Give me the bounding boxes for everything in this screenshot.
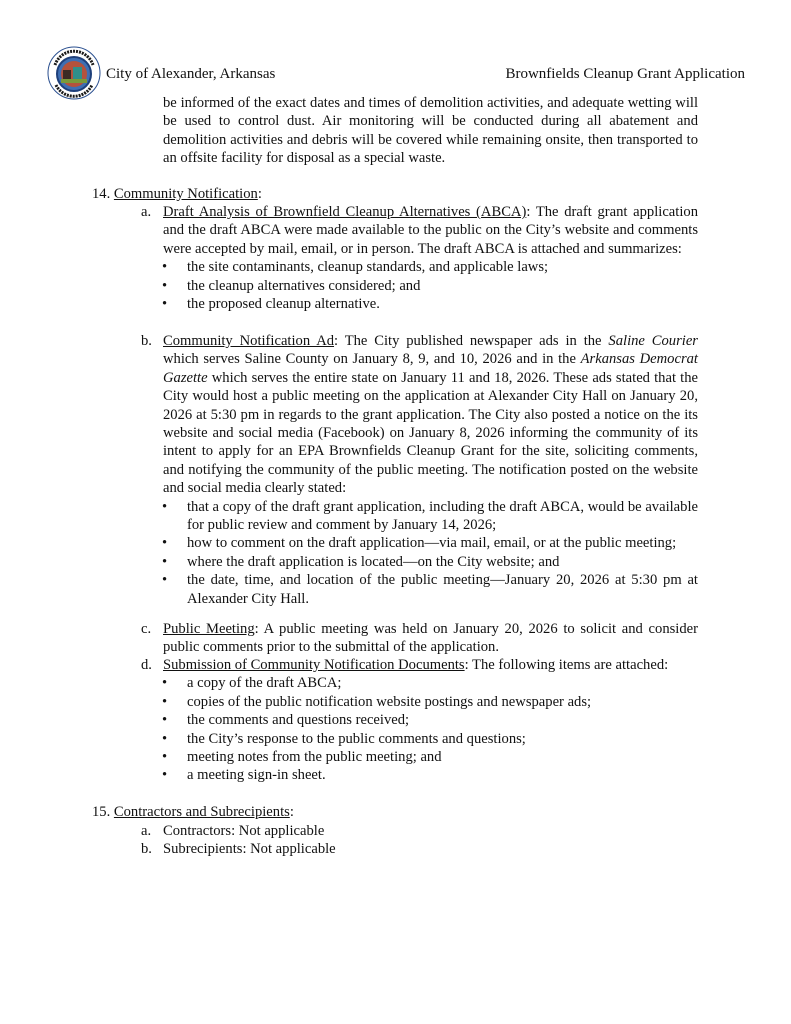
list-item-text: the proposed cleanup alternative. xyxy=(187,296,380,313)
list-item-text: the comments and questions received; xyxy=(187,712,410,729)
bullet-icon: • xyxy=(162,749,168,766)
bullet-icon: • xyxy=(162,535,168,552)
bullet-icon: • xyxy=(162,498,168,515)
bullet-icon: • xyxy=(162,553,168,570)
subsection-text xyxy=(163,203,698,258)
subsection-15a xyxy=(141,822,698,840)
newspaper-name: Saline Courier xyxy=(608,333,698,349)
list-item-text: the cleanup alternatives considered; and xyxy=(187,277,421,294)
list-item xyxy=(141,674,698,692)
list-item xyxy=(141,766,698,784)
list-item xyxy=(141,571,698,608)
colon: : xyxy=(257,186,262,202)
subsection-text xyxy=(163,332,698,498)
newspaper-name: Arkansas Democrat Gazette xyxy=(163,351,698,386)
subsection-body: : The City published newspaper ads in the xyxy=(334,333,609,349)
section-15-heading xyxy=(92,803,294,821)
subsection-body: : The draft grant application and the draft ABCA were made available to the public on the City’s website and comments were accepted by mail, email, or in person. The draft ABCA is attached and summarizes: xyxy=(163,204,698,257)
subsection-text: Subrecipients: Not applicable xyxy=(163,841,336,857)
bullet-icon: • xyxy=(162,712,168,729)
subsection-label: a. xyxy=(141,204,152,220)
continuation-paragraph: be informed of the exact dates and times of demolition activities, and adequate wetting will be used to control dust. Air monitoring will be conducted during all abatement and demolition activities and debris will be covered while remaining onsite, then transported to an offsite facility for disposal as a special waste. xyxy=(163,95,698,167)
header-document-title: Brownfields Cleanup Grant Application xyxy=(505,66,745,82)
subsection-body: : The following items are attached: xyxy=(464,657,669,673)
list-item-text: where the draft application is located—on the City website; and xyxy=(187,553,560,570)
list-item xyxy=(141,730,698,748)
list-item-text: the site contaminants, cleanup standards, and applicable laws; xyxy=(187,259,549,276)
list-item xyxy=(141,258,698,276)
subsection-label: b. xyxy=(141,841,152,857)
section-title: Community Notification xyxy=(113,186,258,202)
subsection-text: Contractors: Not applicable xyxy=(163,823,325,839)
bullet-icon: • xyxy=(162,767,168,784)
subsection-label: d. xyxy=(141,657,152,673)
list-item-text: meeting notes from the public meeting; and xyxy=(187,749,442,766)
list-item-text: how to comment on the draft application—via mail, email, or at the public meeting; xyxy=(187,535,677,552)
subsection-title: Community Notification Ad xyxy=(163,333,335,349)
bullet-list xyxy=(141,258,698,313)
subsection-title: Draft Analysis of Brownfield Cleanup Alternatives (ABCA) xyxy=(163,204,527,220)
list-item xyxy=(141,498,698,535)
list-item-text: copies of the public notification website postings and newspaper ads; xyxy=(187,693,592,710)
list-item-text: a meeting sign-in sheet. xyxy=(187,767,326,784)
subsection-title: Public Meeting xyxy=(163,621,255,637)
subsection-body: : A public meeting was held on January 20, 2026 to solicit and consider public comments prior to the submittal of the application. xyxy=(163,621,698,656)
subsection-body: which serves the entire state on January 11 and 18, 2026. These ads stated that the City would host a public meeting on the application at Alexander City Hall on January 20, 2026 at 5:30 pm in regards to the grant application. The City also posted a notice on the its website and social media (Facebook) on January 8, 2026 informing the community of its intent to apply for an EPA Brownfields Cleanup Grant for the site, soliciting comments, and notifying the community of the public meeting. The notification posted on the website and social media clearly stated: xyxy=(163,369,698,497)
bullet-icon: • xyxy=(162,277,168,294)
subsection-text xyxy=(163,620,698,657)
list-item xyxy=(141,553,698,571)
section-title: Contractors and Subrecipients xyxy=(113,804,290,820)
bullet-list xyxy=(141,674,698,784)
bullet-icon: • xyxy=(162,675,168,692)
subsection-label: a. xyxy=(141,823,152,839)
bullet-icon: • xyxy=(162,693,168,710)
subsection-14a xyxy=(141,203,698,313)
list-item xyxy=(141,693,698,711)
list-item xyxy=(141,534,698,552)
section-number: 15. xyxy=(92,804,111,820)
colon: : xyxy=(289,804,294,820)
subsection-body: which serves Saline County on January 8, 9, and 10, 2026 and in the xyxy=(163,351,581,368)
bullet-icon: • xyxy=(162,572,168,589)
bullet-list xyxy=(141,498,698,608)
subsection-14d xyxy=(141,656,698,785)
list-item xyxy=(141,748,698,766)
header-city-name: City of Alexander, Arkansas xyxy=(106,66,276,82)
list-item xyxy=(141,277,698,295)
subsection-label: b. xyxy=(141,333,152,349)
subsection-title: Submission of Community Notification Documents xyxy=(163,657,465,673)
section-number: 14. xyxy=(92,186,111,202)
subsection-14b xyxy=(141,332,698,608)
list-item xyxy=(141,295,698,313)
list-item-text: a copy of the draft ABCA; xyxy=(187,675,342,692)
list-item-text: the date, time, and location of the public meeting—January 20, 2026 at 5:30 pm at Alexander City Hall. xyxy=(187,572,698,607)
list-item-text: that a copy of the draft grant application, including the draft ABCA, would be available for public review and comment by January 14, 2026; xyxy=(187,498,698,534)
bullet-icon: • xyxy=(162,730,168,747)
subsection-15b xyxy=(141,840,698,858)
list-item xyxy=(141,711,698,729)
bullet-icon: • xyxy=(162,259,168,276)
subsection-text xyxy=(163,656,698,674)
bullet-icon: • xyxy=(162,296,168,313)
subsection-14c xyxy=(141,620,698,657)
section-14-heading xyxy=(92,185,262,203)
subsection-label: c. xyxy=(141,621,152,637)
list-item-text: the City’s response to the public comments and questions; xyxy=(187,730,526,747)
city-seal-logo-icon xyxy=(46,45,102,101)
